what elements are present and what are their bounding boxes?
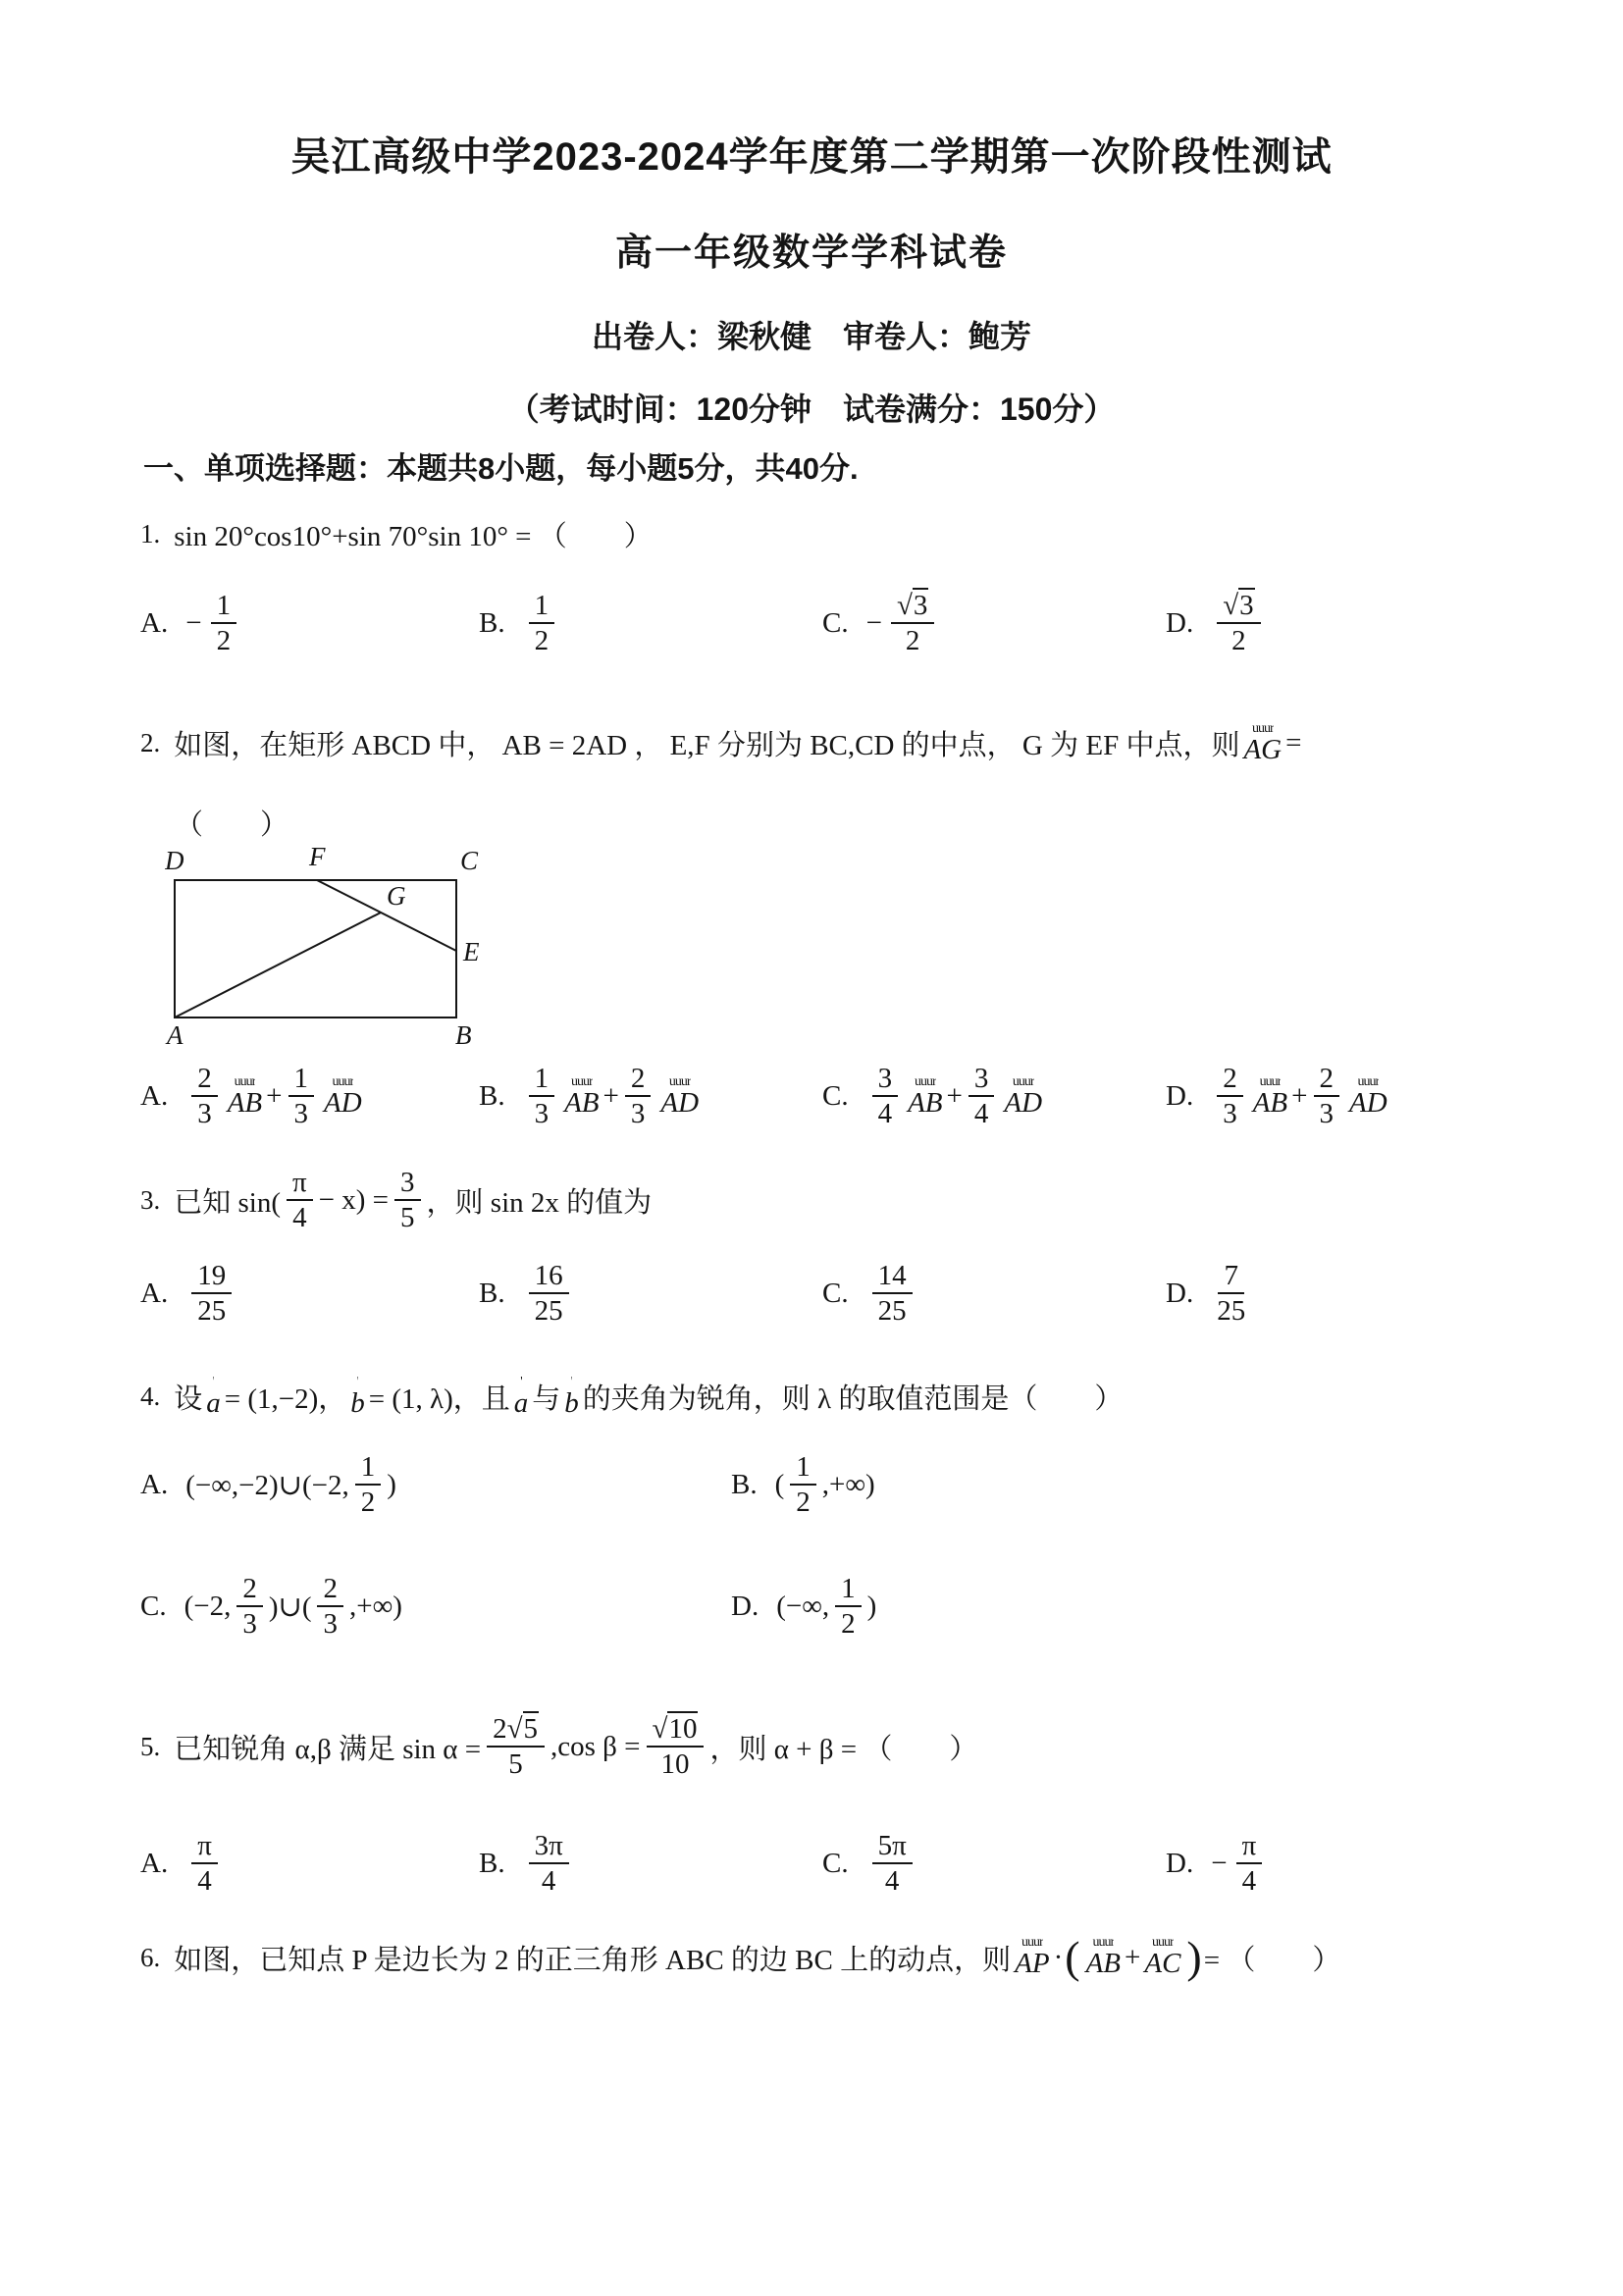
- vector-name: AD: [324, 1086, 362, 1119]
- figure-label-d: D: [165, 846, 184, 875]
- interval-text: (−∞,: [776, 1590, 830, 1622]
- vector-b: [350, 1376, 365, 1418]
- q4-option-d: [731, 1572, 876, 1641]
- q2-option-d: [1166, 1062, 1391, 1130]
- fraction: [355, 1450, 382, 1519]
- fraction: [1314, 1062, 1340, 1130]
- q1-option-c: [822, 589, 940, 657]
- denominator: 2: [841, 1608, 856, 1641]
- interval-text: ,+∞): [348, 1590, 402, 1622]
- denominator: 25: [877, 1295, 907, 1328]
- denominator: 25: [1217, 1295, 1246, 1328]
- option-label: D.: [1166, 606, 1194, 639]
- q4-option-b: [731, 1450, 875, 1519]
- vector-arrow: uuur: [1012, 1074, 1034, 1088]
- fraction: [790, 1450, 816, 1519]
- q4-stem-part2: = (1,−2)，: [224, 1383, 347, 1416]
- denominator: 3: [1319, 1098, 1334, 1130]
- question-4: [140, 1376, 1123, 1418]
- vector-name: AD: [1004, 1086, 1043, 1119]
- q2-answer-blank: [175, 803, 288, 843]
- q3-option-a: [140, 1259, 237, 1328]
- q5-number: 5.: [140, 1731, 161, 1761]
- exam-time-score-info: （考试时间：120分钟 试卷满分：150分）: [507, 391, 1116, 427]
- option-label: B.: [479, 1277, 505, 1309]
- option-label: C.: [140, 1590, 167, 1622]
- fraction: [872, 1259, 913, 1328]
- vector-name: b: [564, 1387, 579, 1419]
- vector-ab: [228, 1075, 262, 1118]
- vector-arrow: uuur: [332, 1074, 354, 1088]
- figure-label-a: A: [167, 1020, 183, 1050]
- option-label: C.: [822, 1277, 849, 1309]
- vector-a: [514, 1376, 529, 1418]
- numerator: 1: [790, 1450, 816, 1486]
- option-label: B.: [479, 606, 505, 639]
- option-label: B.: [479, 1847, 505, 1879]
- q3-stem-part3: ，则 sin 2x 的值为: [426, 1186, 653, 1219]
- fraction: [287, 1166, 313, 1234]
- q2-option-c: [822, 1062, 1046, 1130]
- numerator: 3: [872, 1062, 899, 1097]
- denominator: 3: [293, 1098, 308, 1130]
- denominator: 2: [905, 625, 920, 657]
- option-label: D.: [1166, 1079, 1194, 1112]
- numerator: π: [191, 1829, 218, 1864]
- question-5: [140, 1712, 977, 1781]
- numerator: 1: [355, 1450, 382, 1486]
- vector-ag: [1243, 722, 1282, 764]
- figure-label-c: C: [460, 846, 479, 875]
- q2-equals: =: [1285, 727, 1302, 759]
- fraction: [394, 1166, 421, 1234]
- q4-stem-part1: 设: [174, 1383, 203, 1416]
- fraction: [1236, 1829, 1263, 1898]
- vector-ab: [1253, 1075, 1287, 1118]
- q5-option-c: [822, 1829, 918, 1898]
- denominator: 2: [796, 1487, 811, 1519]
- figure-label-e: E: [463, 937, 480, 966]
- radicand: 3: [913, 590, 928, 621]
- figure-label-g: G: [387, 881, 406, 911]
- vector-name: AD: [660, 1086, 700, 1119]
- plus-sign: +: [946, 1079, 963, 1112]
- numerator: 2: [236, 1572, 263, 1607]
- denominator: 2: [534, 625, 550, 657]
- vector-name: AB: [227, 1086, 263, 1119]
- radicand: 5: [523, 1713, 539, 1745]
- fraction: [529, 1062, 555, 1130]
- fraction: [891, 589, 934, 657]
- denominator: 4: [541, 1865, 556, 1898]
- option-label: A.: [140, 606, 169, 639]
- numerator: 2: [317, 1572, 343, 1607]
- denominator: 3: [1223, 1098, 1237, 1130]
- minus-sign: −: [185, 606, 202, 639]
- option-label: B.: [731, 1468, 758, 1500]
- radicand: 10: [668, 1713, 698, 1745]
- vector-arrow: uuur: [1021, 1936, 1043, 1950]
- numerator: 3: [969, 1062, 995, 1097]
- q4-option-a: [140, 1450, 396, 1519]
- fraction: [835, 1572, 862, 1641]
- vector-name: AG: [1243, 734, 1283, 765]
- numerator: 7: [1218, 1259, 1244, 1294]
- numerator: [891, 589, 934, 624]
- q6-stem-part1: 如图，已知点 P 是边长为 2 的正三角形 ABC 的边 BC 上的动点，则: [174, 1944, 1012, 1976]
- fraction: [1217, 1259, 1245, 1328]
- question-2: [140, 722, 1301, 764]
- denominator: 10: [660, 1748, 690, 1781]
- numerator: 3π: [529, 1829, 569, 1864]
- vector-ab: [1086, 1936, 1121, 1978]
- option-label: C.: [822, 606, 849, 639]
- question-1: [140, 514, 653, 554]
- plus-sign: +: [602, 1079, 619, 1112]
- option-label: C.: [822, 1079, 849, 1112]
- vector-name: b: [350, 1387, 365, 1419]
- denominator: 4: [973, 1098, 989, 1130]
- option-label: D.: [731, 1590, 759, 1622]
- numerator: 19: [191, 1259, 232, 1294]
- vector-arrow: uuur: [914, 1074, 936, 1088]
- option-label: B.: [479, 1079, 505, 1112]
- q4-number: 4.: [140, 1382, 161, 1412]
- plus-sign: +: [266, 1079, 283, 1112]
- option-label: D.: [1166, 1277, 1194, 1309]
- vector-arrow: uuur: [1357, 1074, 1380, 1088]
- q6-stem-part2: = （ ）: [1203, 1944, 1341, 1976]
- vector-arrow: uuur: [668, 1074, 691, 1088]
- dot-operator: ·: [1053, 1941, 1064, 1973]
- vector-name: AB: [564, 1086, 600, 1119]
- q2-stem: 如图，在矩形 ABCD 中， AB = 2AD ， E,F 分别为 BC,CD 的中点， G 为 EF 中点，则: [174, 730, 1240, 762]
- radical-sign: √: [1223, 590, 1239, 621]
- plus-sign: +: [1125, 1941, 1141, 1973]
- section-1-heading: 一、单项选择题：本题共8小题，每小题5分，共40分.: [143, 451, 859, 486]
- denominator: 3: [242, 1608, 257, 1641]
- numerator: 1: [835, 1572, 862, 1607]
- radicand: 3: [1239, 590, 1254, 621]
- vector-arrow: uuur: [1251, 722, 1274, 735]
- fraction: [529, 1259, 569, 1328]
- fraction: [872, 1062, 899, 1130]
- q3-option-c: [822, 1259, 918, 1328]
- interval-text: ): [387, 1468, 396, 1500]
- exam-title: 吴江高级中学2023-2024学年度第二学期第一次阶段性测试: [290, 135, 1333, 179]
- vector-arrow: uuur: [234, 1074, 256, 1088]
- denominator: 4: [1241, 1865, 1257, 1898]
- numerator: 1: [529, 589, 555, 624]
- fraction: [969, 1062, 995, 1130]
- vector-a: [206, 1376, 221, 1418]
- q2-number: 2.: [140, 728, 161, 758]
- numerator: 5π: [872, 1829, 913, 1864]
- denominator: 3: [534, 1098, 550, 1130]
- numerator: 1: [529, 1062, 555, 1097]
- vector-name: AC: [1144, 1948, 1181, 1980]
- vector-arrow: uuur: [1152, 1936, 1174, 1950]
- fraction: [191, 1259, 232, 1328]
- vector-name: AB: [908, 1086, 943, 1119]
- vector-arrow: uuur: [570, 1074, 593, 1088]
- vector-arrow: uuur: [1092, 1936, 1115, 1950]
- fraction: [647, 1712, 705, 1781]
- q6-number: 6.: [140, 1942, 161, 1972]
- denominator: 4: [292, 1202, 307, 1234]
- numerator: π: [1236, 1829, 1263, 1864]
- option-label: A.: [140, 1079, 169, 1112]
- interval-text: ): [866, 1590, 877, 1622]
- denominator: 4: [884, 1865, 900, 1898]
- vector-name: a: [206, 1387, 221, 1419]
- answer-parentheses: （ ）: [175, 809, 289, 841]
- figure-label-b: B: [455, 1020, 472, 1050]
- vector-arrow: ': [356, 1376, 359, 1388]
- vector-name: AP: [1015, 1948, 1050, 1980]
- q3-option-b: [479, 1259, 575, 1328]
- q1-option-b: [479, 589, 560, 657]
- option-label: A.: [140, 1277, 169, 1309]
- denominator: 25: [197, 1295, 227, 1328]
- right-parenthesis: ): [1186, 1932, 1202, 1982]
- vector-name: AB: [1085, 1948, 1121, 1980]
- q5-option-b: [479, 1829, 575, 1898]
- fraction: [317, 1572, 343, 1641]
- plus-sign: +: [1291, 1079, 1308, 1112]
- numerator: 2: [625, 1062, 652, 1097]
- figure-line-ag: [175, 913, 381, 1018]
- denominator: 3: [323, 1608, 338, 1641]
- vector-name: AB: [1252, 1086, 1288, 1119]
- figure-label-f: F: [309, 846, 326, 871]
- denominator: 4: [197, 1865, 212, 1898]
- denominator: 3: [630, 1098, 646, 1130]
- fraction: [236, 1572, 263, 1641]
- vector-ad: [1349, 1075, 1387, 1118]
- denominator: 25: [534, 1295, 563, 1328]
- radical-sign: √: [896, 590, 913, 621]
- q5-stem-part2: ,cos β =: [550, 1730, 641, 1762]
- numerator: π: [287, 1166, 313, 1201]
- vector-arrow: ': [212, 1376, 215, 1388]
- denominator: 4: [877, 1098, 893, 1130]
- fraction: [487, 1712, 545, 1781]
- option-label: D.: [1166, 1847, 1194, 1879]
- numerator: 14: [872, 1259, 913, 1294]
- rectangle-diagram: [165, 846, 503, 1054]
- q1-option-d: [1166, 589, 1267, 657]
- numerator: [487, 1712, 545, 1748]
- exam-subtitle: 高一年级数学学科试卷: [614, 233, 1008, 274]
- vector-ad: [1004, 1075, 1042, 1118]
- vector-arrow: ': [570, 1376, 573, 1388]
- q3-stem-part2: − x) =: [318, 1183, 390, 1216]
- vector-ad: [324, 1075, 362, 1118]
- vector-name: AD: [1349, 1086, 1387, 1119]
- interval-text: (−2,: [183, 1590, 232, 1622]
- q3-stem-part1: 已知 sin(: [174, 1186, 282, 1219]
- q4-stem-part5: 的夹角为锐角，则 λ 的取值范围是（ ）: [582, 1383, 1124, 1416]
- numerator: 2: [191, 1062, 218, 1097]
- denominator: 2: [216, 625, 232, 657]
- denominator: 3: [197, 1098, 212, 1130]
- vector-arrow: ': [520, 1376, 522, 1388]
- q3-option-d: [1166, 1259, 1251, 1328]
- radical-sign: √: [652, 1713, 668, 1745]
- numerator: 2: [1217, 1062, 1243, 1097]
- numerator: [1217, 589, 1260, 624]
- q3-number: 3.: [140, 1184, 161, 1215]
- q4-stem-part4: 与: [532, 1383, 561, 1416]
- vector-b: [564, 1376, 579, 1418]
- fraction: [1217, 589, 1260, 657]
- fraction: [529, 589, 555, 657]
- q2-figure: [165, 846, 503, 1059]
- q1-option-a: [140, 589, 242, 657]
- minus-sign: −: [865, 606, 882, 639]
- vector-ac: [1144, 1936, 1180, 1978]
- fraction: [191, 1062, 218, 1130]
- numerator: 2: [1314, 1062, 1340, 1097]
- interval-text: (: [774, 1468, 785, 1500]
- exam-authors: 出卷人：梁秋健 审卷人：鲍芳: [591, 319, 1031, 354]
- numerator: 16: [529, 1259, 569, 1294]
- q1-number: 1.: [140, 519, 161, 548]
- numerator: 3: [394, 1166, 421, 1201]
- question-6: [140, 1932, 1341, 1982]
- q4-option-c: [140, 1572, 402, 1641]
- numerator: [647, 1712, 705, 1748]
- q4-stem-part3: = (1, λ)，且: [368, 1383, 510, 1416]
- fraction: [191, 1829, 218, 1898]
- option-label: C.: [822, 1847, 849, 1879]
- denominator: 2: [360, 1487, 376, 1519]
- vector-ad: [660, 1075, 699, 1118]
- numerator: 1: [288, 1062, 315, 1097]
- q5-option-a: [140, 1829, 224, 1898]
- q2-option-a: [140, 1062, 366, 1130]
- radical-sign: √: [506, 1713, 523, 1745]
- vector-name: a: [513, 1387, 529, 1419]
- vector-ap: [1015, 1936, 1049, 1978]
- fraction: [872, 1829, 913, 1898]
- q2-option-b: [479, 1062, 703, 1130]
- fraction: [529, 1829, 569, 1898]
- question-3: [140, 1166, 652, 1234]
- denominator: 5: [400, 1202, 415, 1234]
- fraction: [288, 1062, 315, 1130]
- denominator: 2: [1231, 625, 1246, 657]
- q5-option-d: [1166, 1829, 1268, 1898]
- q5-stem-part3: ，则 α + β = （ ）: [709, 1733, 978, 1765]
- fraction: [1217, 1062, 1243, 1130]
- coefficient: 2: [493, 1713, 507, 1745]
- fraction: [625, 1062, 652, 1130]
- q1-stem: sin 20°cos10°+sin 70°sin 10° = （ ）: [174, 521, 653, 552]
- interval-text: )∪(: [268, 1591, 312, 1623]
- denominator: 5: [508, 1748, 523, 1781]
- option-label: A.: [140, 1847, 169, 1879]
- option-label: A.: [140, 1468, 169, 1500]
- interval-text: ,+∞): [821, 1468, 875, 1500]
- fraction: [211, 589, 237, 657]
- left-parenthesis: (: [1065, 1932, 1080, 1982]
- minus-sign: −: [1211, 1847, 1228, 1879]
- vector-ab: [908, 1075, 942, 1118]
- vector-ab: [564, 1075, 599, 1118]
- q5-stem-part1: 已知锐角 α,β 满足 sin α =: [174, 1733, 482, 1765]
- numerator: 1: [211, 589, 237, 624]
- interval-text: (−∞,−2)∪(−2,: [185, 1469, 349, 1501]
- vector-arrow: uuur: [1259, 1074, 1282, 1088]
